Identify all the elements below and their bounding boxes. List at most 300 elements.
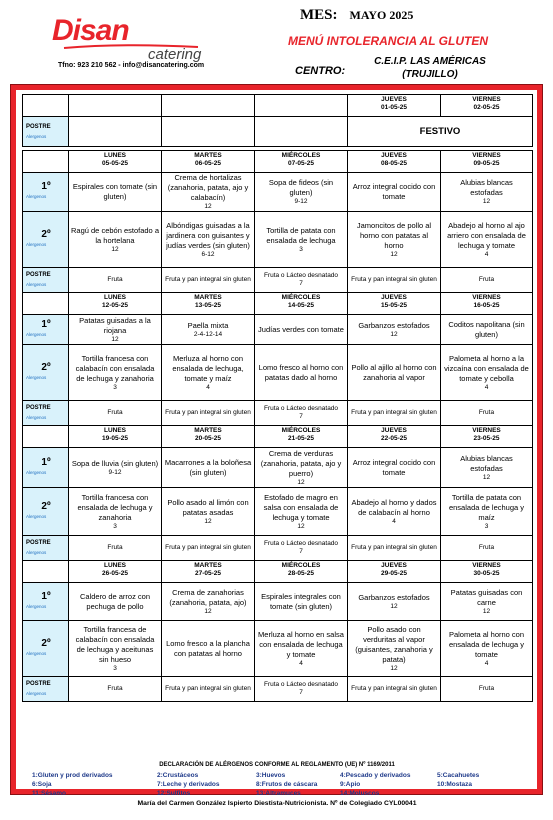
allergen-codes: 4 <box>392 517 396 525</box>
dish-name: Ragú de cebón estofado a la hortelana <box>71 225 159 245</box>
postre-label-cell <box>23 268 69 293</box>
menu-cell <box>348 536 441 561</box>
second-course-label: 2º <box>41 228 51 240</box>
allergen-codes: 3 <box>113 522 117 530</box>
dish-name: Lomo fresco al horno con patatas dado al horno <box>258 362 344 382</box>
day-name: MARTES <box>194 152 222 159</box>
allergen-codes: 7 <box>299 413 303 420</box>
allergen-legend-item: 5:Cacahuetes <box>437 772 480 779</box>
day-date: 29-05-25 <box>380 570 408 577</box>
day-header <box>162 151 255 173</box>
logo-name: Disan <box>52 14 129 47</box>
contact-info: Tfno: 923 210 562 - info@disancatering.com <box>58 62 205 69</box>
first-row <box>23 315 533 345</box>
day-header <box>255 426 348 448</box>
centro-label: CENTRO: <box>295 65 346 77</box>
logo-subtitle: catering <box>148 46 202 63</box>
dish-name: Crema de zanahorias (zanahoria, patata, ajo) <box>169 587 247 607</box>
day-header <box>69 561 162 583</box>
empty-cell <box>162 117 255 147</box>
week-header-row <box>23 293 533 315</box>
allergen-codes: 9-12 <box>108 468 122 476</box>
menu-cell <box>162 621 255 677</box>
day-date: 26-05-25 <box>101 570 129 577</box>
day-header <box>441 151 533 173</box>
month-value: MAYO 2025 <box>349 8 414 22</box>
day-name: MIÉRCOLES <box>281 562 321 569</box>
allergens-caption: Alergenos <box>26 415 47 420</box>
menu-cell <box>441 488 533 536</box>
menu-cell <box>69 401 162 426</box>
menu-table <box>22 94 533 702</box>
menu-cell <box>348 448 441 488</box>
dish-name: Sopa de fideos (sin gluten) <box>268 178 334 197</box>
allergen-codes: 12 <box>390 330 398 338</box>
first-course-label: 1º <box>41 318 51 330</box>
allergen-legend-item: 8:Frutos de cáscara <box>256 781 318 788</box>
header-corner <box>23 151 69 173</box>
day-date: 09-05-25 <box>473 160 500 167</box>
first-course-label: 1º <box>41 456 51 468</box>
postre-label: POSTRE <box>26 405 51 411</box>
menu-cell <box>255 315 348 345</box>
allergen-legend-item: 14:Moluscos <box>340 790 380 797</box>
allergens-caption: Alergenos <box>26 241 47 247</box>
menu-cell <box>348 315 441 345</box>
menu-cell <box>348 173 441 212</box>
menu-cell <box>69 212 162 268</box>
dish-name: Abadejo al horno y dados de calabacín al horno <box>351 497 437 517</box>
dish-name: Arroz integral cocido con tomate <box>352 182 436 201</box>
day-header <box>255 293 348 315</box>
postre-label: POSTRE <box>26 272 51 278</box>
menu-cell <box>162 448 255 488</box>
dish-name: Patatas guisadas a la riojana <box>79 315 151 335</box>
menu-cell <box>255 621 348 677</box>
second-row <box>23 488 533 536</box>
day-name: JUEVES <box>381 96 407 103</box>
dish-name: Coditos napolitana (sin gluten) <box>448 319 525 339</box>
menu-cell <box>441 268 533 293</box>
day-header <box>441 426 533 448</box>
first-label-cell <box>23 315 69 345</box>
dish-name: Sopa de lluvia (sin gluten) <box>71 458 159 468</box>
allergen-legend-item: 10:Mostaza <box>437 781 473 788</box>
festivo-row <box>23 117 533 147</box>
menu-cell <box>255 268 348 293</box>
day-name: JUEVES <box>381 427 407 434</box>
header-corner <box>23 293 69 315</box>
second-label-cell <box>23 212 69 268</box>
menu-cell <box>441 173 533 212</box>
day-date: 22-05-25 <box>380 435 408 442</box>
day-header <box>162 95 255 117</box>
menu-cell <box>255 677 348 702</box>
allergen-legend-item: 2:Crustáceos <box>157 772 199 779</box>
menu-cell <box>441 621 533 677</box>
day-name: MARTES <box>194 294 222 301</box>
dish-name: Alubias blancas estofadas <box>460 178 513 197</box>
dish-name: Crema de verduras (zanahoria, patata, ajo y puerro) <box>260 448 342 478</box>
menu-cell <box>69 677 162 702</box>
day-header <box>69 95 162 117</box>
allergen-legend-item: 4:Pescado y derivados <box>340 772 411 779</box>
allergen-codes: 12 <box>204 517 212 525</box>
day-header <box>69 151 162 173</box>
allergen-codes: 3 <box>484 522 489 530</box>
day-date: 07-05-25 <box>287 160 315 167</box>
menu-cell <box>255 536 348 561</box>
allergen-legend-item: 11:Sésamo <box>32 790 66 797</box>
allergen-codes: 3 <box>113 664 117 672</box>
menu-cell <box>162 345 255 401</box>
header-corner <box>23 561 69 583</box>
allergen-codes: 4 <box>484 659 489 667</box>
postre-text: Fruta o Lácteo desnatado <box>263 540 339 547</box>
allergen-codes: 9-12 <box>294 198 308 205</box>
postre-label: POSTRE <box>26 123 51 130</box>
second-course-label: 2º <box>41 637 51 649</box>
dish-name: Lomo fresco a la plancha con patatas al horno <box>166 638 250 658</box>
allergen-legend-item: 13:Altramuces <box>256 790 301 797</box>
menu-cell <box>162 488 255 536</box>
day-date: 28-05-25 <box>287 570 315 577</box>
empty-cell <box>69 117 162 147</box>
school-name <box>360 55 500 81</box>
postre-label-cell <box>23 401 69 426</box>
day-date: 16-05-25 <box>473 302 500 309</box>
dish-name: Pollo asado con verduritas al vapor (guisantes, zanahoria y patata) <box>355 624 433 664</box>
day-name: MIÉRCOLES <box>281 152 321 159</box>
postre-text: Fruta <box>107 544 123 551</box>
menu-cell <box>348 488 441 536</box>
day-header <box>162 293 255 315</box>
dish-name: Palometa al horno con ensalada de lechuga y tomate <box>448 629 525 659</box>
dish-name: Arroz integral cocido con tomate <box>352 457 436 477</box>
dish-name: Espirales con tomate (sin gluten) <box>72 182 158 201</box>
festivo-text: FESTIVO <box>419 125 461 137</box>
second-row <box>23 345 533 401</box>
menu-cell <box>162 401 255 426</box>
day-name: LUNES <box>103 562 127 569</box>
menu-cell <box>162 268 255 293</box>
menu-cell <box>255 448 348 488</box>
day-header <box>69 293 162 315</box>
allergens-caption: Alergenos <box>26 513 47 519</box>
first-course-label: 1º <box>41 181 51 192</box>
day-header <box>441 561 533 583</box>
dish-name: Crema de hortalizas (zanahoria, patata, ajo y calabacín) <box>167 173 249 202</box>
allergens-caption: Alergenos <box>26 194 47 199</box>
allergen-codes: 2-4-12-14 <box>193 330 223 338</box>
festivo-cell <box>348 117 533 147</box>
day-date: 05-05-25 <box>101 160 129 167</box>
postre-row <box>23 401 533 426</box>
menu-cell <box>255 488 348 536</box>
day-date: 12-05-25 <box>101 302 129 309</box>
menu-cell <box>255 401 348 426</box>
menu-cell <box>441 345 533 401</box>
dish-name: Merluza al horno con ensalada de lechuga, tomate y maíz <box>172 353 244 383</box>
dish-name: Espirales integrales con tomate (sin gluten) <box>261 591 341 611</box>
first-label-cell <box>23 173 69 212</box>
day-name: JUEVES <box>381 294 407 301</box>
dish-name: Garbanzos estofados <box>358 592 430 602</box>
menu-cell <box>162 173 255 212</box>
week-header-row <box>23 151 533 173</box>
week-header-row <box>23 95 533 117</box>
day-header <box>348 95 441 117</box>
day-date: 06-05-25 <box>194 160 222 167</box>
allergen-codes: 12 <box>482 198 491 205</box>
allergen-codes: 12 <box>111 335 119 343</box>
allergen-codes: 12 <box>390 664 398 672</box>
dish-name: Tortilla de patata con ensalada de lechuga y maíz <box>448 492 525 522</box>
header-corner <box>23 426 69 448</box>
day-header <box>255 561 348 583</box>
menu-cell <box>441 448 533 488</box>
dish-name: Paella mixta <box>187 320 229 330</box>
day-name: VIERNES <box>472 562 501 569</box>
postre-text: Fruta <box>107 685 123 692</box>
first-course-label: 1º <box>41 590 51 602</box>
dish-name: Caldero de arroz con pechuga de pollo <box>79 591 151 611</box>
day-header <box>255 151 348 173</box>
allergen-codes: 12 <box>482 607 491 615</box>
menu-cell <box>441 536 533 561</box>
day-date: 15-05-25 <box>380 302 408 309</box>
postre-text: Fruta <box>478 276 495 283</box>
allergen-codes: 12 <box>390 250 398 258</box>
menu-cell <box>69 268 162 293</box>
day-date: 19-05-25 <box>101 435 129 442</box>
postre-label-cell <box>23 536 69 561</box>
menu-cell <box>348 583 441 621</box>
menu-cell <box>69 315 162 345</box>
second-course-label: 2º <box>41 361 51 373</box>
allergen-codes: 12 <box>111 245 119 253</box>
allergen-codes: 12 <box>482 473 491 481</box>
menu-cell <box>255 583 348 621</box>
day-name: MIÉRCOLES <box>281 294 321 301</box>
day-date: 20-05-25 <box>194 435 222 442</box>
day-name: LUNES <box>103 294 127 301</box>
menu-cell <box>69 583 162 621</box>
day-date: 27-05-25 <box>194 570 222 577</box>
postre-row <box>23 536 533 561</box>
allergens-caption: Alergenos <box>26 691 47 696</box>
postre-text: Fruta y pan integral sin gluten <box>165 544 251 551</box>
postre-label: POSTRE <box>26 681 51 687</box>
dish-name: Tortilla francesa con ensalada de lechuga y zanahoria <box>77 492 153 522</box>
nutritionist-signature: María del Carmen González Ispierto Diestista-Nutricionista. Nº de Colegiado CYL00041 <box>137 800 417 807</box>
dish-name: Estofado de magro en salsa con ensalada de lechuga y tomate <box>263 492 339 522</box>
menu-cell <box>162 583 255 621</box>
postre-text: Fruta y pan integral sin gluten <box>351 409 437 416</box>
dish-name: Albóndigas guisadas a la jardinera con guisantes y judías verdes (sin gluten) <box>166 220 250 250</box>
menu-cell <box>255 212 348 268</box>
allergen-codes: 7 <box>299 280 303 287</box>
empty-cell <box>255 117 348 147</box>
allergen-codes: 7 <box>299 548 303 555</box>
company-logo <box>52 16 212 62</box>
school-line-1: C.E.I.P. LAS AMÉRICAS <box>374 56 486 67</box>
allergens-caption: Alergenos <box>26 603 47 609</box>
first-row <box>23 448 533 488</box>
postre-text: Fruta y pan integral sin gluten <box>351 544 437 551</box>
menu-cell <box>69 448 162 488</box>
allergen-codes: 7 <box>299 689 303 696</box>
allergen-legend-item: 12:Sulfitos <box>157 790 191 797</box>
week-header-row <box>23 426 533 448</box>
allergen-legend-item: 6:Soja <box>32 781 52 788</box>
menu-cell <box>69 173 162 212</box>
allergen-codes: 4 <box>206 383 210 391</box>
dish-name: Palometa al horno a la vizcaína con ensalada de tomate y cebolla <box>444 353 529 383</box>
allergen-codes: 12 <box>204 203 212 210</box>
allergen-codes: 6-12 <box>201 250 215 258</box>
allergen-codes: 12 <box>297 522 305 530</box>
day-date: 08-05-25 <box>380 160 408 167</box>
second-label-cell <box>23 621 69 677</box>
school-line-2: (TRUJILLO) <box>402 69 458 80</box>
day-name: JUEVES <box>381 152 407 159</box>
day-name: VIERNES <box>472 427 501 434</box>
postre-text: Fruta o Lácteo desnatado <box>263 405 339 412</box>
day-header <box>162 426 255 448</box>
second-row <box>23 212 533 268</box>
menu-cell <box>255 345 348 401</box>
second-label-cell <box>23 345 69 401</box>
postre-text: Fruta <box>107 276 123 283</box>
month-heading <box>300 6 413 24</box>
menu-cell <box>162 212 255 268</box>
postre-row <box>23 677 533 702</box>
first-label-cell <box>23 583 69 621</box>
day-header <box>441 95 533 117</box>
dish-name: Patatas guisadas con carne <box>450 587 523 607</box>
day-date: 13-05-25 <box>194 302 222 309</box>
dish-name: Tortilla de patata con ensalada de lechuga <box>266 225 336 245</box>
dish-name: Garbanzos estofados <box>358 320 430 330</box>
first-row <box>23 173 533 212</box>
dish-name: Jamoncitos de pollo al horno con patatas al horno <box>356 220 432 250</box>
day-name: LUNES <box>103 152 127 159</box>
menu-cell <box>69 345 162 401</box>
day-date: 14-05-25 <box>287 302 315 309</box>
postre-text: Fruta y pan integral sin gluten <box>351 685 437 692</box>
day-name: MIÉRCOLES <box>281 427 321 434</box>
first-row <box>23 583 533 621</box>
allergen-legend-item: 9:Apio <box>340 781 361 788</box>
postre-row <box>23 268 533 293</box>
menu-cell <box>255 173 348 212</box>
postre-text: Fruta <box>478 685 495 692</box>
day-header <box>348 426 441 448</box>
allergen-declaration: DECLARACIÓN DE ALÉRGENOS CONFORME AL REGLAMENTO (UE) Nº 1169/2011 <box>159 762 395 768</box>
day-name: VIERNES <box>472 152 501 159</box>
allergen-codes: 12 <box>297 478 305 486</box>
allergen-codes: 4 <box>484 383 489 391</box>
month-label: MES: <box>300 7 338 23</box>
menu-cell <box>348 677 441 702</box>
dish-name: Pollo asado al limón con patatas asadas <box>167 497 249 517</box>
allergen-codes: 4 <box>484 250 489 258</box>
menu-cell <box>69 621 162 677</box>
menu-cell <box>441 315 533 345</box>
menu-cell <box>348 212 441 268</box>
first-label-cell <box>23 448 69 488</box>
day-name: JUEVES <box>381 562 407 569</box>
week-header-row <box>23 561 533 583</box>
allergen-codes: 12 <box>204 607 212 615</box>
second-row <box>23 621 533 677</box>
menu-cell <box>69 488 162 536</box>
allergens-caption: Alergenos <box>26 374 47 380</box>
postre-text: Fruta y pan integral sin gluten <box>165 276 251 283</box>
day-header <box>348 561 441 583</box>
dish-name: Alubias blancas estofadas <box>460 453 513 473</box>
postre-text: Fruta <box>478 409 495 416</box>
day-header <box>162 561 255 583</box>
postre-text: Fruta o Lácteo desnatado <box>263 272 339 279</box>
day-header <box>348 293 441 315</box>
allergen-legend-item: 1:Gluten y prod derivados <box>32 772 113 779</box>
menu-cell <box>441 583 533 621</box>
menu-title: MENÚ INTOLERANCIA AL GLUTEN <box>288 34 488 48</box>
menu-cell <box>348 621 441 677</box>
dish-name: Merluza al horno en salsa con ensalada de lechuga y tomate <box>258 629 344 659</box>
allergens-caption: Alergenos <box>26 133 47 139</box>
second-course-label: 2º <box>41 500 51 512</box>
allergens-caption: Alergenos <box>26 550 47 555</box>
dish-name: Tortilla francesa de calabacín con ensalada de lechuga y aceitunas sin hueso <box>75 624 155 664</box>
menu-cell <box>348 345 441 401</box>
postre-label-cell <box>23 677 69 702</box>
day-date: 23-05-25 <box>473 435 500 442</box>
day-name: MARTES <box>194 562 222 569</box>
day-header <box>255 95 348 117</box>
allergen-legend-item: 7:Leche y derivados <box>157 781 220 788</box>
dish-name: Judías verdes con tomate <box>258 324 344 334</box>
menu-cell <box>162 315 255 345</box>
postre-text: Fruta y pan integral sin gluten <box>351 276 437 283</box>
day-name: MARTES <box>194 427 222 434</box>
allergen-codes: 3 <box>299 245 303 253</box>
day-header <box>441 293 533 315</box>
menu-cell <box>441 212 533 268</box>
menu-cell <box>441 677 533 702</box>
dish-name: Tortilla francesa con calabacín con ensalada de lechuga y zanahoria <box>75 353 155 383</box>
allergens-caption: Alergenos <box>26 469 47 475</box>
day-header <box>348 151 441 173</box>
dish-name: Abadejo al horno al ajo arriero con ensalada de lechuga y tomate <box>447 220 526 250</box>
menu-grid <box>22 94 532 702</box>
day-date: 30-05-25 <box>473 570 500 577</box>
allergens-caption: Alergenos <box>26 331 47 337</box>
day-date: 01-05-25 <box>380 104 408 111</box>
menu-cell <box>348 268 441 293</box>
postre-text: Fruta y pan integral sin gluten <box>165 685 251 692</box>
day-name: VIERNES <box>472 96 501 103</box>
allergens-caption: Alergenos <box>26 650 47 656</box>
postre-label-cell <box>23 117 69 147</box>
postre-text: Fruta o Lácteo desnatado <box>263 681 339 688</box>
allergen-codes: 4 <box>299 659 303 667</box>
allergen-codes: 3 <box>113 383 117 391</box>
day-date: 02-05-25 <box>473 104 500 111</box>
postre-text: Fruta <box>478 544 495 551</box>
